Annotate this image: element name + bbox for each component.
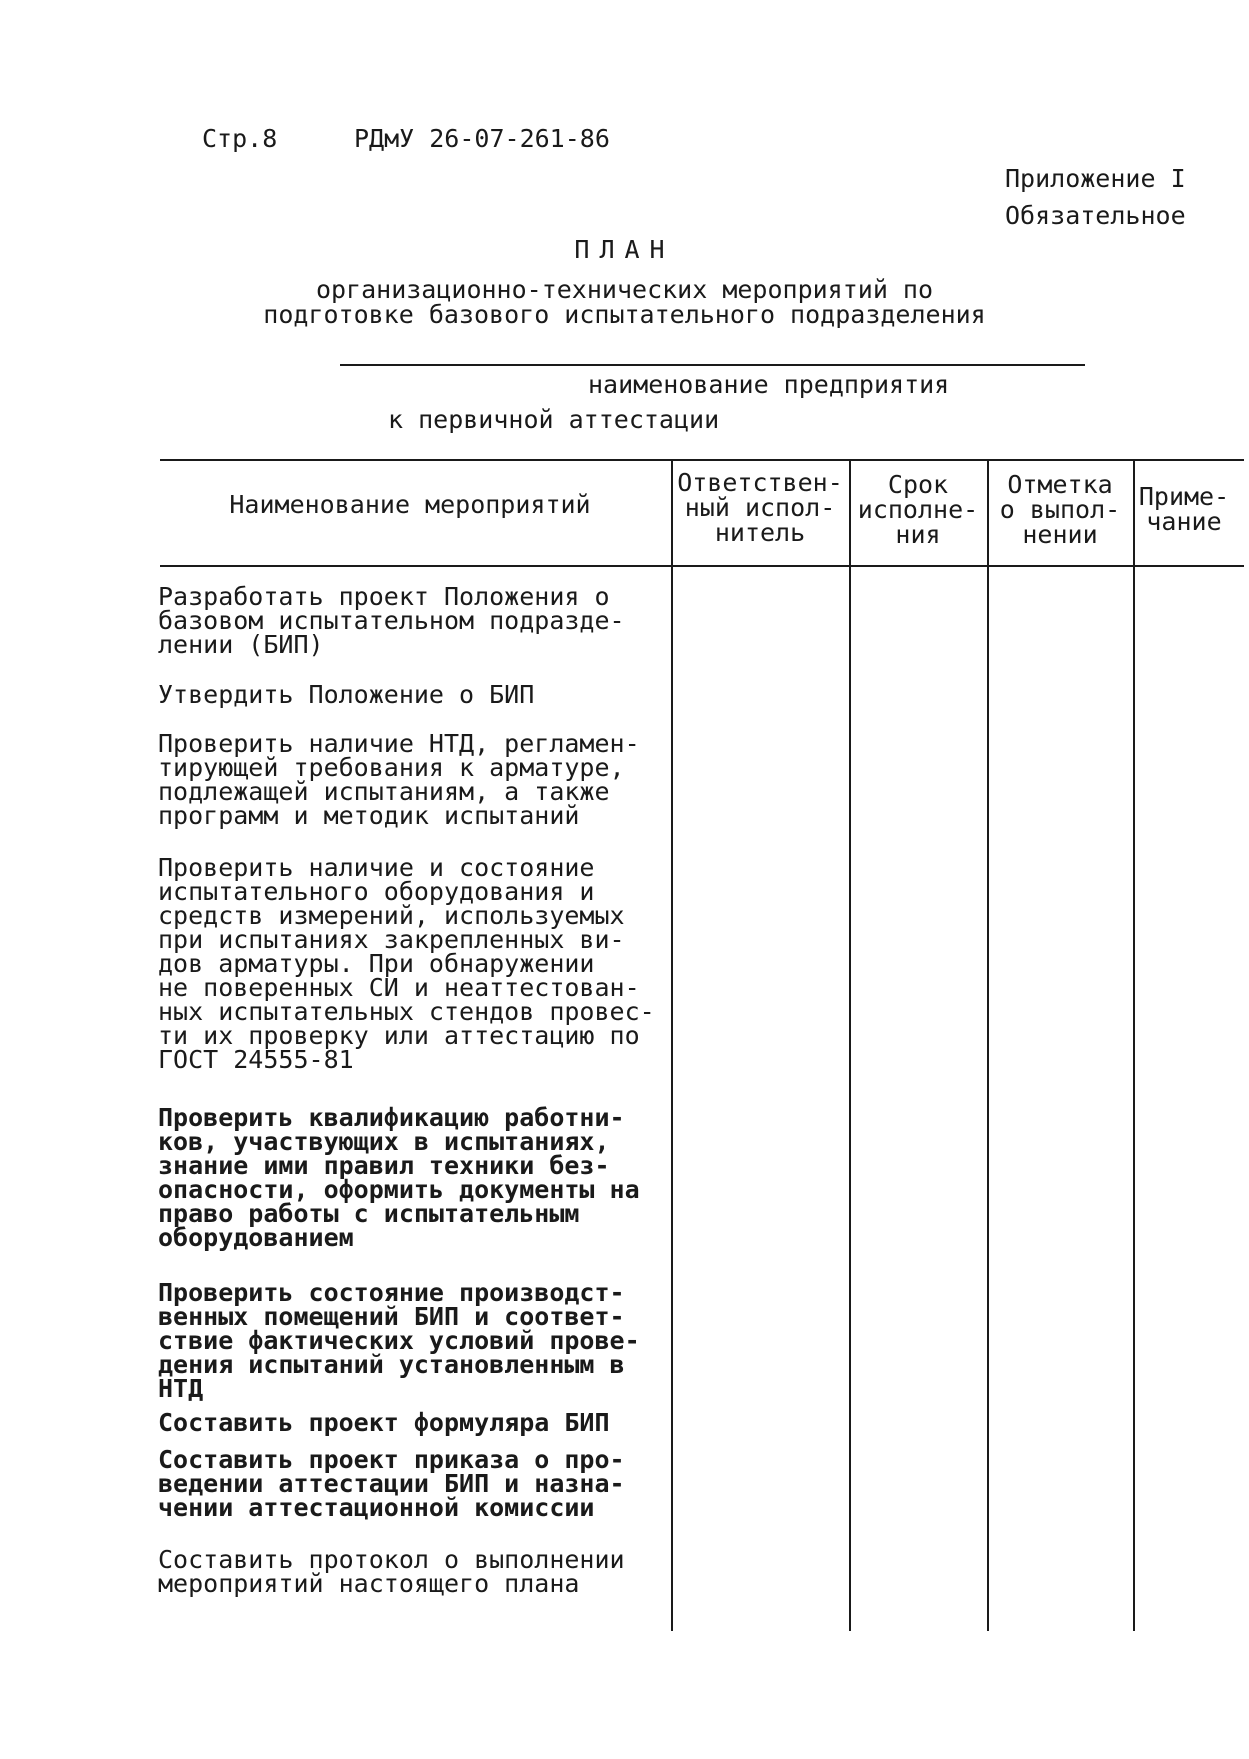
table-row: Составить протокол о выполнении мероприятий настоящего плана xyxy=(158,1545,625,1598)
appendix-status: Обязательное xyxy=(1005,201,1186,230)
enterprise-name-blank-line xyxy=(340,364,1085,366)
plan-heading: ПЛАН xyxy=(574,235,675,264)
column-divider-4 xyxy=(1133,459,1135,1631)
attestation-line: к первичной аттестации xyxy=(388,405,720,434)
table-row: Проверить квалификацию работни- ков, участвующих в испытаниях, знание ими правил техники без- опасности, оформить документы на право работы с испытательным оборудованием xyxy=(158,1103,640,1252)
table-row: Проверить состояние производст- венных помещений БИП и соответ- ствие фактических условий прове- дения испытаний установленным в НТД xyxy=(158,1278,640,1403)
table-row: Утвердить Положение о БИП xyxy=(158,680,535,709)
column-divider-3 xyxy=(987,459,989,1631)
table-row: Разработать проект Положения о базовом испытательном подразде- лении (БИП) xyxy=(158,582,625,659)
document-code: РДмУ 26-07-261-86 xyxy=(354,124,610,153)
table-top-border xyxy=(160,459,1244,461)
header-responsible: Ответствен- ный испол- нитель xyxy=(677,468,843,547)
appendix-label: Приложение I xyxy=(1005,164,1186,193)
header-note: Приме- чание xyxy=(1138,482,1230,536)
table-row: Составить проект приказа о про- ведении аттестации БИП и назна- чении аттестационной комиссии xyxy=(158,1445,625,1522)
table-header-bottom-border xyxy=(160,565,1244,567)
table-row: Проверить наличие НТД, регламен- тирующей требования к арматуре, подлежащей испытаниям, а также программ и методик испытаний xyxy=(158,729,640,830)
enterprise-name-caption: наименование предприятия xyxy=(588,370,950,399)
table-row: Составить проект формуляра БИП xyxy=(158,1408,610,1437)
plan-subtitle-line-2: подготовке базового испытательного подразделения xyxy=(263,300,986,329)
header-completion-mark: Отметка о выпол- нении xyxy=(999,470,1121,549)
header-deadline: Срок исполне- ния xyxy=(857,470,979,549)
table-row: Проверить наличие и состояние испытательного оборудования и средств измерений, используемых при испытаниях закрепленных ви- дов арматуры. При обнаружении не поверенных СИ и неаттестован- ных испытательных стендов провес- ти их проверку или аттестацию по ГОСТ 24555-81 xyxy=(158,853,655,1074)
plan-subtitle-line-1: организационно-технических мероприятий по xyxy=(315,275,934,304)
column-divider-2 xyxy=(849,459,851,1631)
column-divider-1 xyxy=(671,459,673,1631)
header-activity-name: Наименование мероприятий xyxy=(229,490,591,519)
page-number: Стр.8 xyxy=(202,124,278,153)
